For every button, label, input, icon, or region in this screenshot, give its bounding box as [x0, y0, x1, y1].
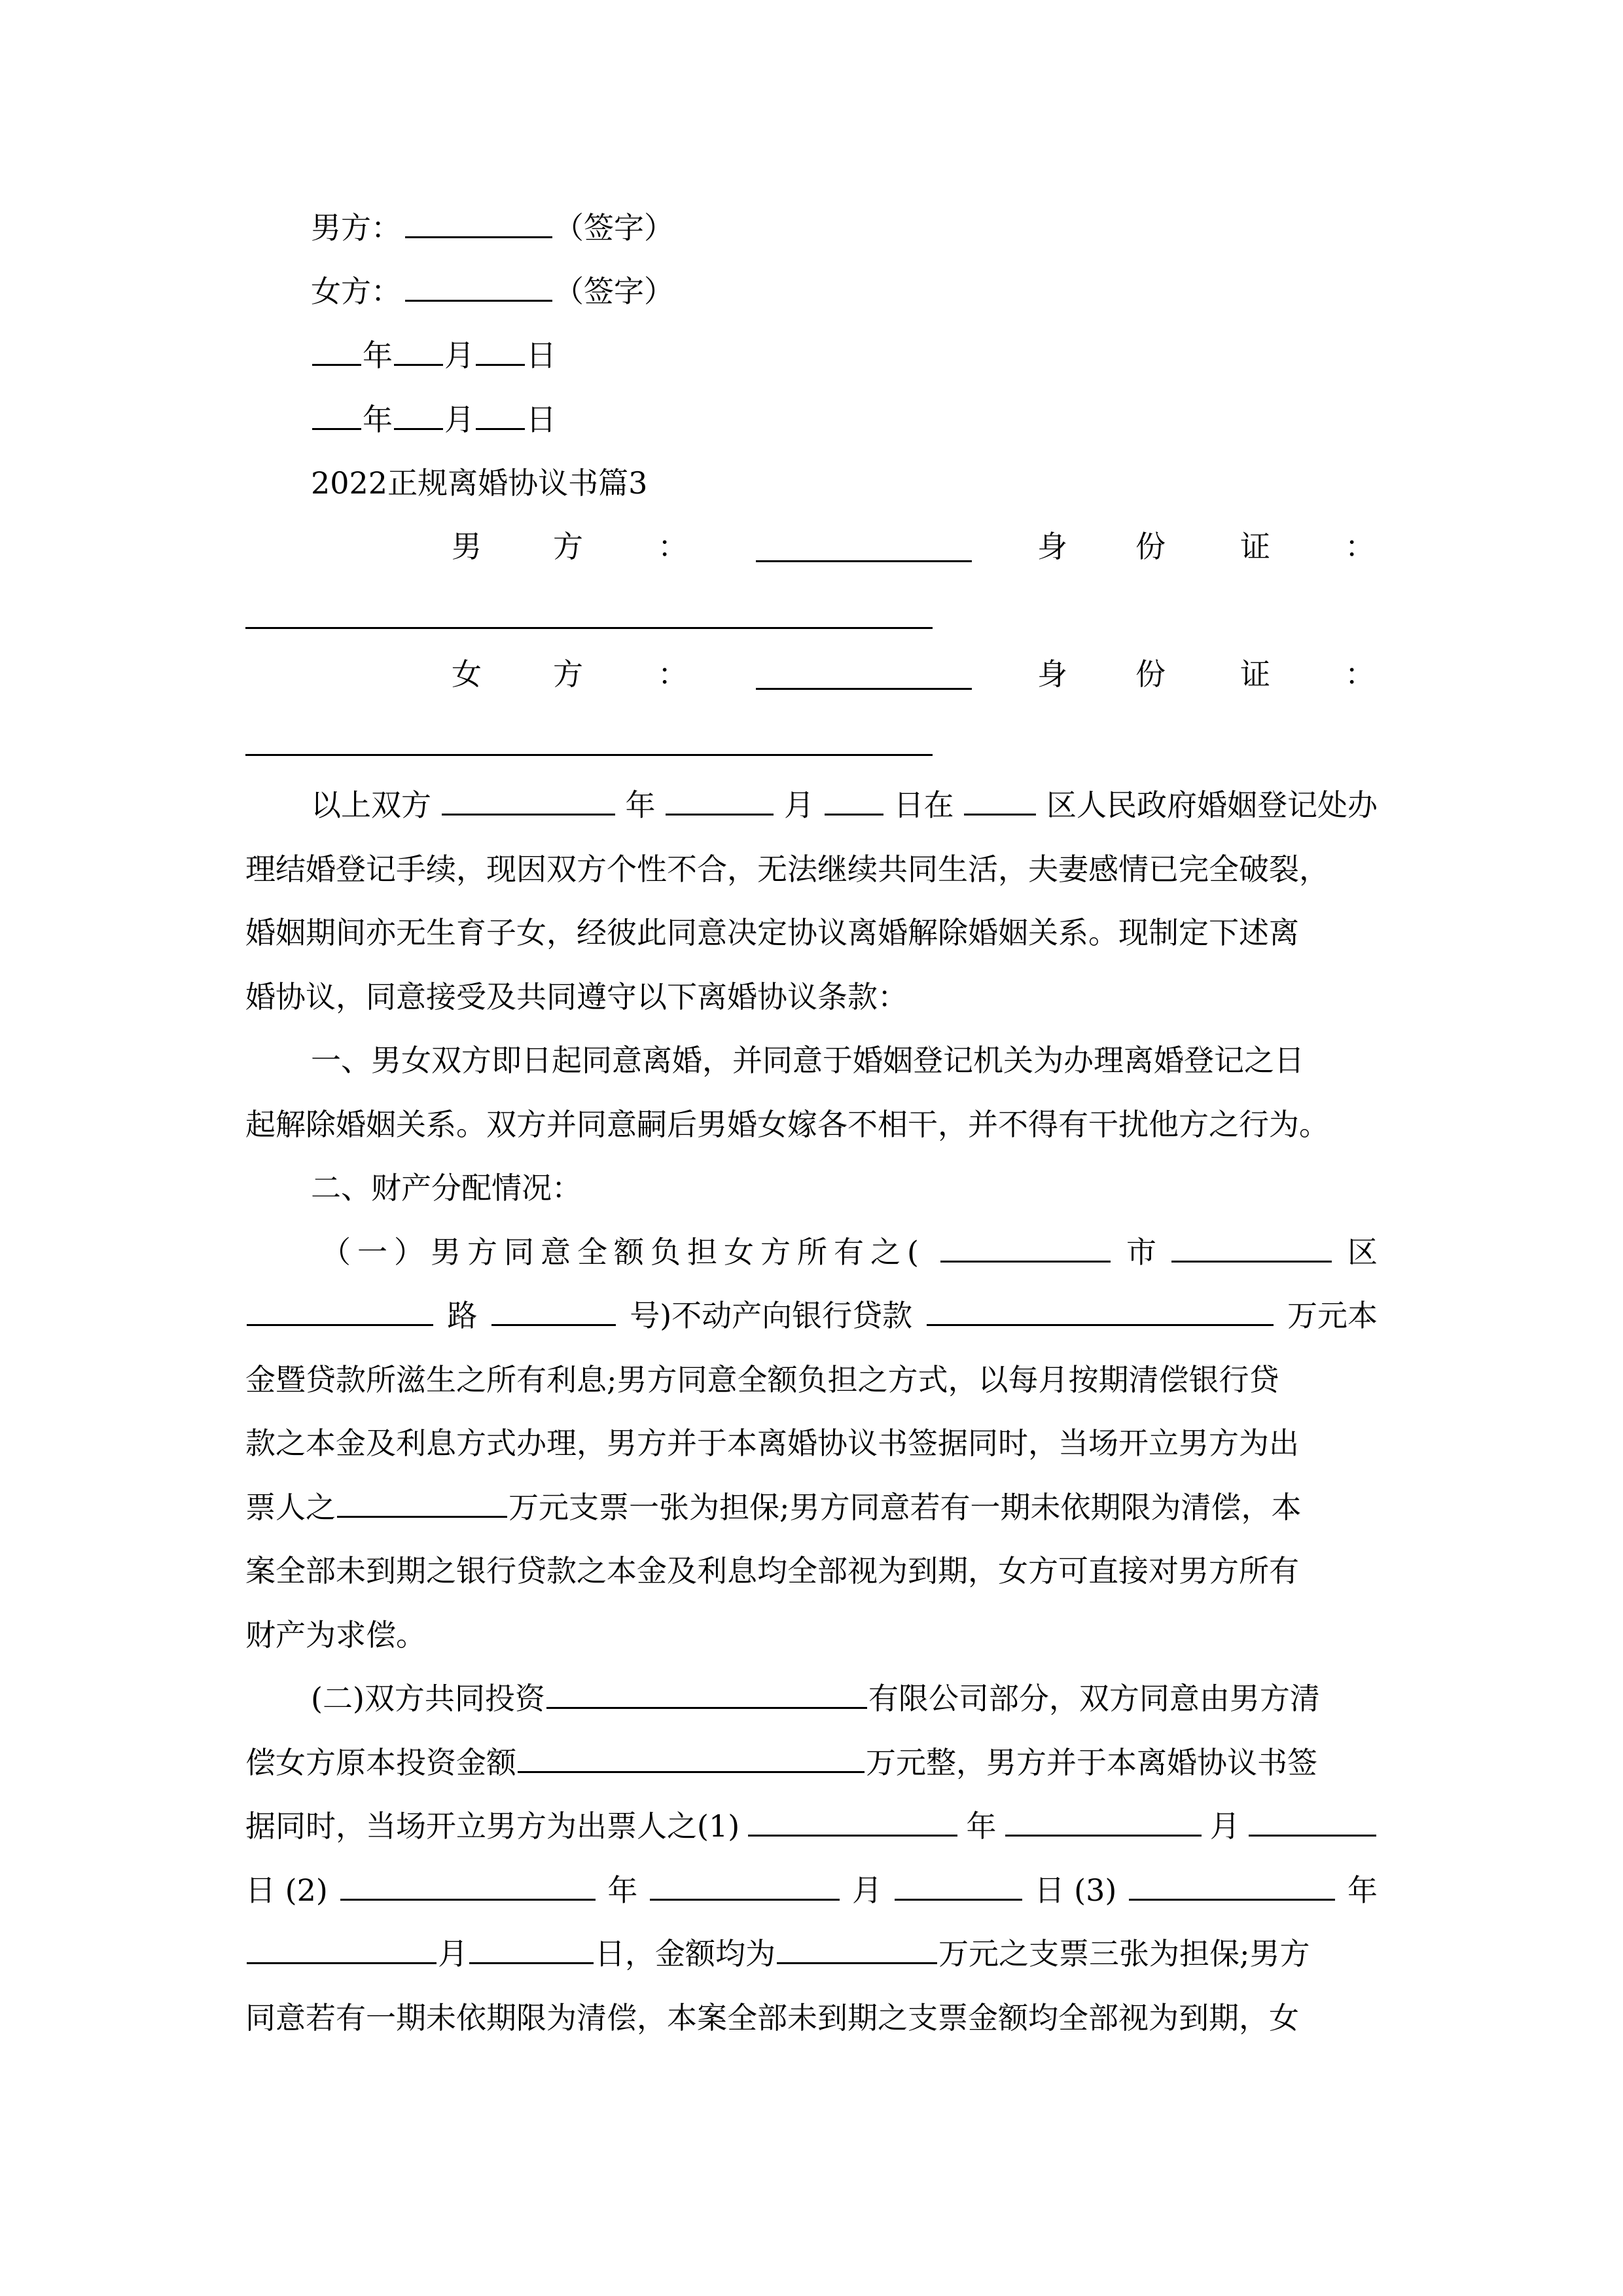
clause2-1-line-5 — [245, 1484, 1378, 1530]
male-signature-field[interactable] — [405, 206, 552, 238]
text: 区人民政府婚姻登记处办 — [1046, 787, 1378, 823]
date-line — [311, 332, 1378, 378]
district-field[interactable] — [964, 783, 1036, 816]
day-field[interactable] — [476, 334, 525, 366]
male-id-row — [245, 524, 1378, 569]
id-row-char: ： — [658, 656, 688, 692]
day-label: 日 — [526, 402, 556, 437]
day-label: 日 — [526, 338, 556, 373]
male-name-field[interactable] — [756, 529, 972, 562]
male-id-field[interactable] — [245, 627, 933, 629]
id-row-char: 女 — [452, 656, 482, 692]
text: 日 (3) — [1034, 1873, 1117, 1908]
text: 据同时，当场开立男方为出票人之(1) — [245, 1808, 740, 1844]
check1-day-field[interactable] — [1249, 1804, 1376, 1837]
intro-line-1 — [311, 782, 1378, 828]
check-amount-field[interactable] — [337, 1486, 507, 1518]
text: 有限公司部分，双方同意由男方清 — [868, 1681, 1320, 1716]
clause2-1-line-2 — [245, 1293, 1378, 1338]
clause2-2-line-6: 同意若有一期未依期限为清偿，本案全部未到期之支票金额均全部视为到期，女 — [245, 2000, 1299, 2036]
male-signature-line — [311, 205, 1378, 251]
company-name-field[interactable] — [546, 1677, 867, 1709]
id-row-char: 男 — [452, 529, 482, 564]
month-field[interactable] — [394, 334, 443, 366]
female-id-field[interactable] — [245, 754, 933, 756]
district-field[interactable] — [1171, 1230, 1332, 1263]
road-field[interactable] — [247, 1294, 433, 1326]
clause2-2-line-2 — [245, 1740, 1378, 1785]
number-field[interactable] — [491, 1294, 616, 1326]
text: 路 — [447, 1298, 478, 1333]
female-signature-field[interactable] — [405, 270, 552, 302]
id-row-char: 份 — [1135, 529, 1166, 564]
text: 月 — [851, 1873, 882, 1908]
text: 日在 — [893, 787, 954, 823]
female-label: 女方： — [311, 274, 401, 309]
male-label: 男方： — [311, 210, 401, 245]
text: 市 — [1126, 1234, 1156, 1270]
id-row-char: 身 — [1037, 656, 1067, 692]
text: 以上双方 — [311, 787, 431, 823]
female-name-field[interactable] — [756, 656, 972, 690]
text: 月 — [438, 1936, 468, 1971]
text: 区 — [1347, 1234, 1378, 1270]
year-label: 年 — [363, 402, 393, 437]
text: 年 — [625, 787, 656, 823]
check1-month-field[interactable] — [1005, 1804, 1202, 1837]
id-row-char: ： — [1345, 656, 1375, 692]
check2-month-field[interactable] — [650, 1869, 840, 1901]
text: 偿女方原本投资金额 — [245, 1745, 516, 1780]
text: 票人之 — [245, 1490, 336, 1525]
check3-month-field[interactable] — [247, 1932, 437, 1964]
text: 月 — [784, 787, 814, 823]
text: 万元支票一张为担保;男方同意若有一期未依期限为清偿，本 — [508, 1490, 1302, 1525]
text: 号)不动产向银行贷款 — [630, 1298, 913, 1333]
check3-day-field[interactable] — [469, 1932, 594, 1964]
clause2-2-line-1 — [311, 1676, 1378, 1721]
day-field[interactable] — [476, 398, 525, 430]
id-row-char: ： — [1345, 529, 1375, 564]
id-row-char: 证 — [1240, 529, 1270, 564]
text: 月 — [1209, 1808, 1240, 1844]
female-signature-line — [311, 268, 1378, 314]
month-label: 月 — [444, 402, 474, 437]
text: 年 — [607, 1873, 638, 1908]
clause2-2-line-5 — [245, 1931, 1378, 1977]
clause2-1-line-3: 金暨贷款所滋生之所有利息;男方同意全额负担之方式，以每月按期清偿银行贷 — [245, 1362, 1279, 1397]
clause2-1-line-4: 款之本金及利息方式办理，男方并于本离婚协议书签据同时，当场开立男方为出 — [245, 1426, 1299, 1461]
year-field[interactable] — [312, 334, 361, 366]
text: 日 (2) — [245, 1873, 328, 1908]
sign-suffix: （签字） — [554, 274, 674, 309]
marriage-day-field[interactable] — [825, 783, 883, 816]
id-row-char: 方 — [553, 529, 583, 564]
clause1-line-1: 一、男女双方即日起同意离婚，并同意于婚姻登记机关为办理离婚登记之日 — [311, 1043, 1304, 1078]
id-row-char: 证 — [1240, 656, 1270, 692]
month-field[interactable] — [394, 398, 443, 430]
clause2-2-line-3 — [245, 1803, 1378, 1849]
id-row-char: ： — [658, 529, 688, 564]
text: 年 — [1347, 1873, 1378, 1908]
text: 万元之支票三张为担保;男方 — [938, 1936, 1310, 1971]
female-id-row — [245, 651, 1378, 697]
text: （一）男方同意全额负担女方所有之( — [321, 1234, 925, 1270]
id-row-char: 方 — [553, 656, 583, 692]
check2-year-field[interactable] — [340, 1869, 596, 1901]
date-line — [311, 397, 1378, 442]
loan-amount-field[interactable] — [927, 1294, 1274, 1326]
year-label: 年 — [363, 338, 393, 373]
text: 万元本 — [1287, 1298, 1378, 1333]
investment-amount-field[interactable] — [518, 1741, 865, 1773]
check2-day-field[interactable] — [895, 1869, 1022, 1901]
intro-line-2: 理结婚登记手续，现因双方个性不合，无法继续共同生活，夫妻感情已完全破裂， — [245, 852, 1329, 887]
city-field[interactable] — [940, 1230, 1111, 1263]
intro-line-4: 婚协议，同意接受及共同遵守以下离婚协议条款： — [245, 979, 908, 1014]
check1-year-field[interactable] — [748, 1804, 957, 1837]
text: 年 — [966, 1808, 997, 1844]
clause2-heading: 二、财产分配情况： — [311, 1170, 582, 1206]
clause2-1-line-6: 案全部未到期之银行贷款之本金及利息均全部视为到期，女方可直接对男方所有 — [245, 1553, 1299, 1588]
sign-suffix: （签字） — [554, 210, 674, 245]
id-row-char: 份 — [1135, 656, 1166, 692]
clause2-2-line-4 — [245, 1867, 1378, 1913]
section-title: 2022正规离婚协议书篇3 — [311, 465, 648, 501]
check-amount-each-field[interactable] — [777, 1932, 937, 1964]
marriage-year-field[interactable] — [442, 783, 615, 816]
text: 万元整，男方并于本离婚协议书签 — [866, 1745, 1317, 1780]
year-field[interactable] — [312, 398, 361, 430]
check3-year-field[interactable] — [1129, 1869, 1335, 1901]
text: 日，金额均为 — [595, 1936, 776, 1971]
clause1-line-2: 起解除婚姻关系。双方并同意嗣后男婚女嫁各不相干，并不得有干扰他方之行为。 — [245, 1107, 1329, 1142]
text: (二)双方共同投资 — [311, 1681, 545, 1716]
clause2-1-line-1 — [321, 1229, 1378, 1275]
month-label: 月 — [444, 338, 474, 373]
id-row-char: 身 — [1037, 529, 1067, 564]
intro-line-3: 婚姻期间亦无生育子女，经彼此同意决定协议离婚解除婚姻关系。现制定下述离 — [245, 915, 1299, 950]
marriage-month-field[interactable] — [666, 783, 774, 816]
clause2-1-line-7: 财产为求偿。 — [245, 1617, 426, 1653]
